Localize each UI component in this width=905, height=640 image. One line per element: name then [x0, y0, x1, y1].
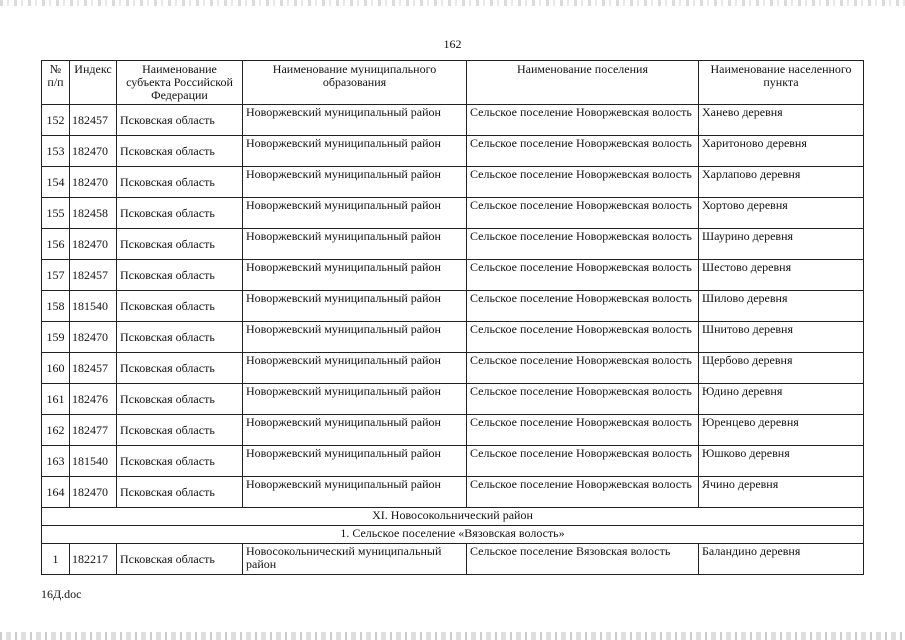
subsection-title: 1. Сельское поселение «Вязовская волость»: [42, 526, 864, 544]
cell-settlement: Сельское поселение Новоржевская волость: [467, 260, 699, 291]
cell-municipality: Новоржевский муниципальный район: [243, 260, 467, 291]
cell-index: 182457: [70, 260, 117, 291]
cell-region: Псковская область: [117, 260, 243, 291]
cell-locality: Юренцево деревня: [699, 415, 864, 446]
cell-number: 154: [42, 167, 70, 198]
page-number: 162: [443, 37, 462, 51]
cell-municipality: Новоржевский муниципальный район: [243, 477, 467, 508]
table-body: [42, 105, 864, 575]
cell-index: 182470: [70, 477, 117, 508]
footer-filename: 16Д.doc: [41, 587, 82, 601]
cell-settlement: Сельское поселение Новоржевская волость: [467, 322, 699, 353]
cell-number: 161: [42, 384, 70, 415]
cell-locality: Баландино деревня: [699, 544, 864, 575]
settlements-table: [41, 60, 864, 575]
cell-number: 1: [42, 544, 70, 575]
cell-region: Псковская область: [117, 415, 243, 446]
table-header-row: [42, 61, 864, 105]
cell-index: 181540: [70, 291, 117, 322]
cell-number: 160: [42, 353, 70, 384]
cell-settlement: Сельское поселение Новоржевская волость: [467, 446, 699, 477]
cell-municipality: Новоржевский муниципальный район: [243, 136, 467, 167]
cell-number: 163: [42, 446, 70, 477]
cell-region: Псковская область: [117, 446, 243, 477]
table-row: [42, 105, 864, 136]
cell-locality: Юдино деревня: [699, 384, 864, 415]
cell-number: 162: [42, 415, 70, 446]
cell-municipality: Новоржевский муниципальный район: [243, 415, 467, 446]
cell-index: 182476: [70, 384, 117, 415]
cell-settlement: Сельское поселение Новоржевская волость: [467, 384, 699, 415]
cell-locality: Ханево деревня: [699, 105, 864, 136]
cell-settlement: Сельское поселение Новоржевская волость: [467, 136, 699, 167]
cell-number: 164: [42, 477, 70, 508]
table-row: [42, 322, 864, 353]
table-row: [42, 544, 864, 575]
cell-number: 159: [42, 322, 70, 353]
cell-number: 156: [42, 229, 70, 260]
table-row: [42, 415, 864, 446]
cell-index: 182477: [70, 415, 117, 446]
header-index: Индекс: [70, 61, 117, 105]
header-settlement: Наименование поселения: [467, 61, 699, 105]
cell-index: 182470: [70, 229, 117, 260]
header-locality: Наименование населенного пункта: [699, 61, 864, 105]
table-row: [42, 136, 864, 167]
header-region: Наименование субъекта Российской Федерации: [117, 61, 243, 105]
cell-locality: Харлапово деревня: [699, 167, 864, 198]
cell-locality: Харитоново деревня: [699, 136, 864, 167]
cell-locality: Шестово деревня: [699, 260, 864, 291]
cell-number: 152: [42, 105, 70, 136]
cell-locality: Хортово деревня: [699, 198, 864, 229]
scan-edge-top: [0, 0, 905, 6]
cell-number: 157: [42, 260, 70, 291]
cell-number: 153: [42, 136, 70, 167]
cell-settlement: Сельское поселение Новоржевская волость: [467, 291, 699, 322]
cell-region: Псковская область: [117, 291, 243, 322]
section-row: [42, 508, 864, 526]
cell-index: 182457: [70, 353, 117, 384]
table-row: [42, 477, 864, 508]
cell-municipality: Новоржевский муниципальный район: [243, 229, 467, 260]
cell-region: Псковская область: [117, 544, 243, 575]
cell-region: Псковская область: [117, 105, 243, 136]
cell-locality: Шнитово деревня: [699, 322, 864, 353]
cell-index: 182217: [70, 544, 117, 575]
cell-settlement: Сельское поселение Новоржевская волость: [467, 415, 699, 446]
header-number: № п/п: [42, 61, 70, 105]
scan-edge-bottom: [0, 632, 905, 640]
cell-locality: Юшково деревня: [699, 446, 864, 477]
table-row: [42, 353, 864, 384]
cell-settlement: Сельское поселение Новоржевская волость: [467, 229, 699, 260]
section-title: XI. Новосокольнический район: [42, 508, 864, 526]
cell-settlement: Сельское поселение Новоржевская волость: [467, 105, 699, 136]
table-row: [42, 446, 864, 477]
cell-index: 182470: [70, 167, 117, 198]
cell-number: 158: [42, 291, 70, 322]
cell-municipality: Новоржевский муниципальный район: [243, 105, 467, 136]
cell-index: 182470: [70, 322, 117, 353]
cell-settlement: Сельское поселение Новоржевская волость: [467, 198, 699, 229]
cell-index: 182458: [70, 198, 117, 229]
cell-locality: Шилово деревня: [699, 291, 864, 322]
cell-municipality: Новоржевский муниципальный район: [243, 322, 467, 353]
table-row: [42, 167, 864, 198]
cell-municipality: Новоржевский муниципальный район: [243, 446, 467, 477]
cell-municipality: Новосокольнический муниципальный район: [243, 544, 467, 575]
cell-region: Псковская область: [117, 322, 243, 353]
cell-settlement: Сельское поселение Новоржевская волость: [467, 353, 699, 384]
cell-settlement: Сельское поселение Новоржевская волость: [467, 167, 699, 198]
cell-municipality: Новоржевский муниципальный район: [243, 291, 467, 322]
cell-region: Псковская область: [117, 167, 243, 198]
table-row: [42, 291, 864, 322]
cell-municipality: Новоржевский муниципальный район: [243, 384, 467, 415]
cell-locality: Шаурино деревня: [699, 229, 864, 260]
cell-region: Псковская область: [117, 384, 243, 415]
cell-municipality: Новоржевский муниципальный район: [243, 198, 467, 229]
cell-region: Псковская область: [117, 198, 243, 229]
cell-municipality: Новоржевский муниципальный район: [243, 167, 467, 198]
cell-locality: Ячино деревня: [699, 477, 864, 508]
cell-region: Псковская область: [117, 353, 243, 384]
cell-settlement: Сельское поселение Новоржевская волость: [467, 477, 699, 508]
cell-region: Псковская область: [117, 136, 243, 167]
cell-index: 182470: [70, 136, 117, 167]
cell-index: 181540: [70, 446, 117, 477]
cell-region: Псковская область: [117, 229, 243, 260]
table-row: [42, 229, 864, 260]
cell-number: 155: [42, 198, 70, 229]
cell-region: Псковская область: [117, 477, 243, 508]
cell-index: 182457: [70, 105, 117, 136]
table-row: [42, 384, 864, 415]
cell-municipality: Новоржевский муниципальный район: [243, 353, 467, 384]
cell-locality: Щербово деревня: [699, 353, 864, 384]
table-row: [42, 198, 864, 229]
table-row: [42, 260, 864, 291]
cell-settlement: Сельское поселение Вязовская волость: [467, 544, 699, 575]
header-municipality: Наименование муниципального образования: [243, 61, 467, 105]
subsection-row: [42, 526, 864, 544]
